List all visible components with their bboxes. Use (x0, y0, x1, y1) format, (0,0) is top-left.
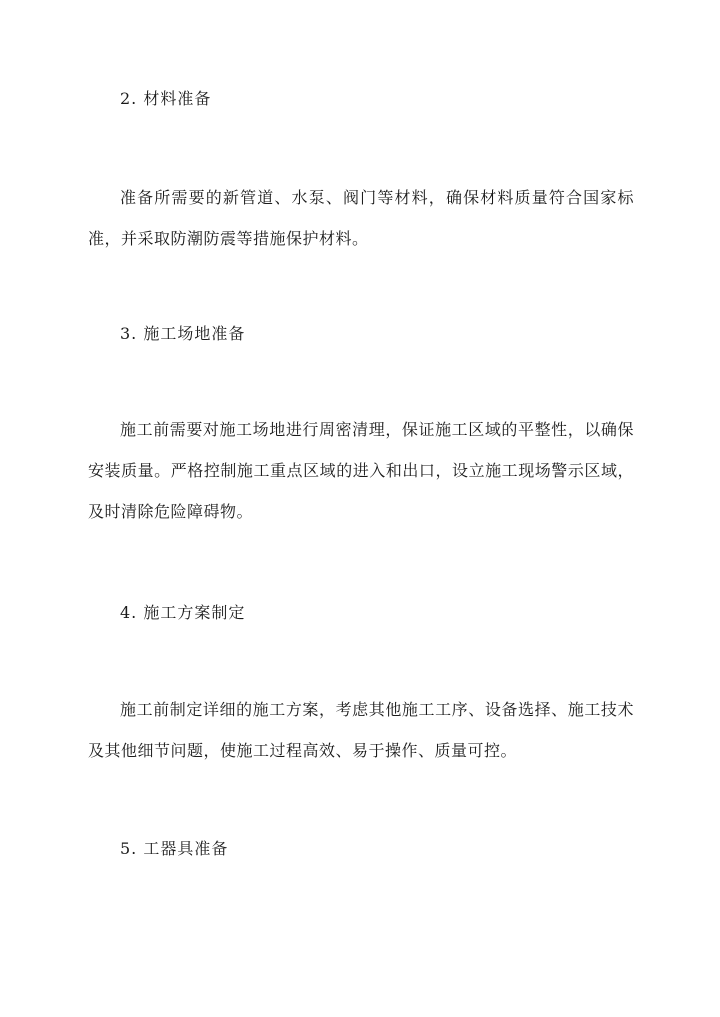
section-heading-site: 3. 施工场地准备 (120, 324, 246, 343)
section-paragraph-materials: 准备所需要的新管道、水泵、阀门等材料，确保材料质量符合国家标准，并采取防潮防震等措施保护材料。 (88, 188, 634, 248)
section-heading-materials: 2. 材料准备 (120, 89, 212, 108)
section-paragraph-site: 施工前需要对施工场地进行周密清理，保证施工区域的平整性，以确保安装质量。严格控制施工重点区域的进入和出口，设立施工现场警示区域，及时清除危险障碍物。 (88, 420, 634, 521)
section-paragraph-plan: 施工前制定详细的施工方案，考虑其他施工工序、设备选择、施工技术及其他细节问题，使施工过程高效、易于操作、质量可控。 (88, 700, 634, 760)
section-heading-plan: 4. 施工方案制定 (120, 603, 246, 622)
section-heading-tools: 5. 工器具准备 (120, 839, 229, 858)
